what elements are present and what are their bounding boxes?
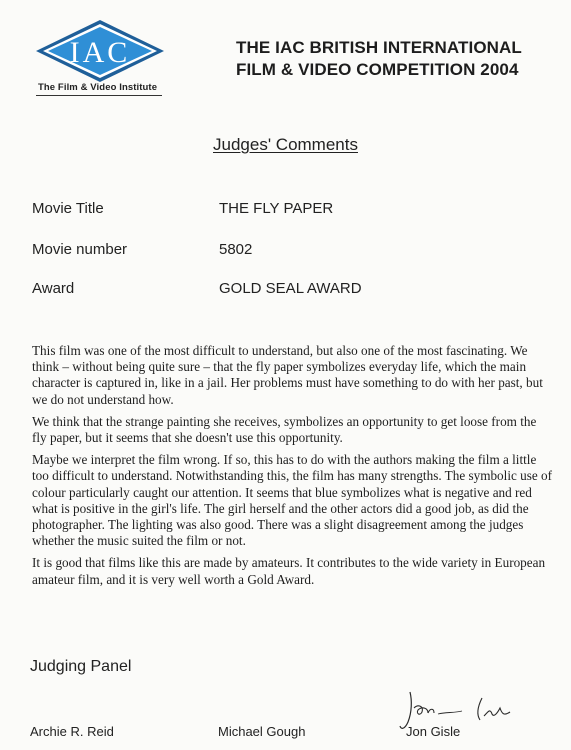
section-title-text: Judges' Comments [213,135,358,154]
movie-number-value: 5802 [219,241,253,258]
comment-paragraph: It is good that films like this are made by amateurs. It contributes to the wide variety in European amateur film, and it is very well worth a Gold Award. [32,555,546,587]
comment-paragraph: This film was one of the most difficult to understand, but also one of the most fascinating. We think – without being quite sure – that the fly paper symbolizes everyday life, which the main character is captured in, like in a jail. Her problems must have something to do with her past, but we do not understand how. [32,343,543,407]
competition-title-line1: THE IAC BRITISH INTERNATIONAL [236,38,522,57]
handwritten-signature [398,686,518,736]
judge-name: Jon Gisle [406,724,461,739]
logo-caption: The Film & Video Institute [38,82,158,93]
competition-title [236,37,522,81]
logo-text: IAC [69,36,131,69]
award-value: GOLD SEAL AWARD [219,280,362,297]
movie-title-value: THE FLY PAPER [219,200,334,217]
section-title [0,135,571,155]
movie-title-label: Movie Title [32,200,104,217]
award-label: Award [32,280,75,297]
judging-panel-title: Judging Panel [30,658,132,675]
movie-number-label: Movie number [32,241,128,258]
judge-name: Archie R. Reid [30,724,114,739]
comments-body [32,343,554,594]
judge-name: Michael Gough [218,724,306,739]
competition-title-line2: FILM & VIDEO COMPETITION 2004 [236,60,519,79]
comment-paragraph: We think that the strange painting she receives, symbolizes an opportunity to get loose from the fly paper, but it seems that she doesn't use this opportunity. [32,413,537,446]
comment-paragraph: Maybe we interpret the film wrong. If so, this has to do with the authors making the film a little too difficult to understand. Notwithstanding this, the film has many strengths. The symbolic use of colour particularly caught our attention. It seems that blue symbolizes what is negative and red what is positive in the girl's life. The girl herself and the other actors did a good job, as did the photographer. The lighting was also good. There was a slight disagreement among the judges whether the music suited the film or not. [32,452,552,549]
logo-underline [36,95,162,96]
